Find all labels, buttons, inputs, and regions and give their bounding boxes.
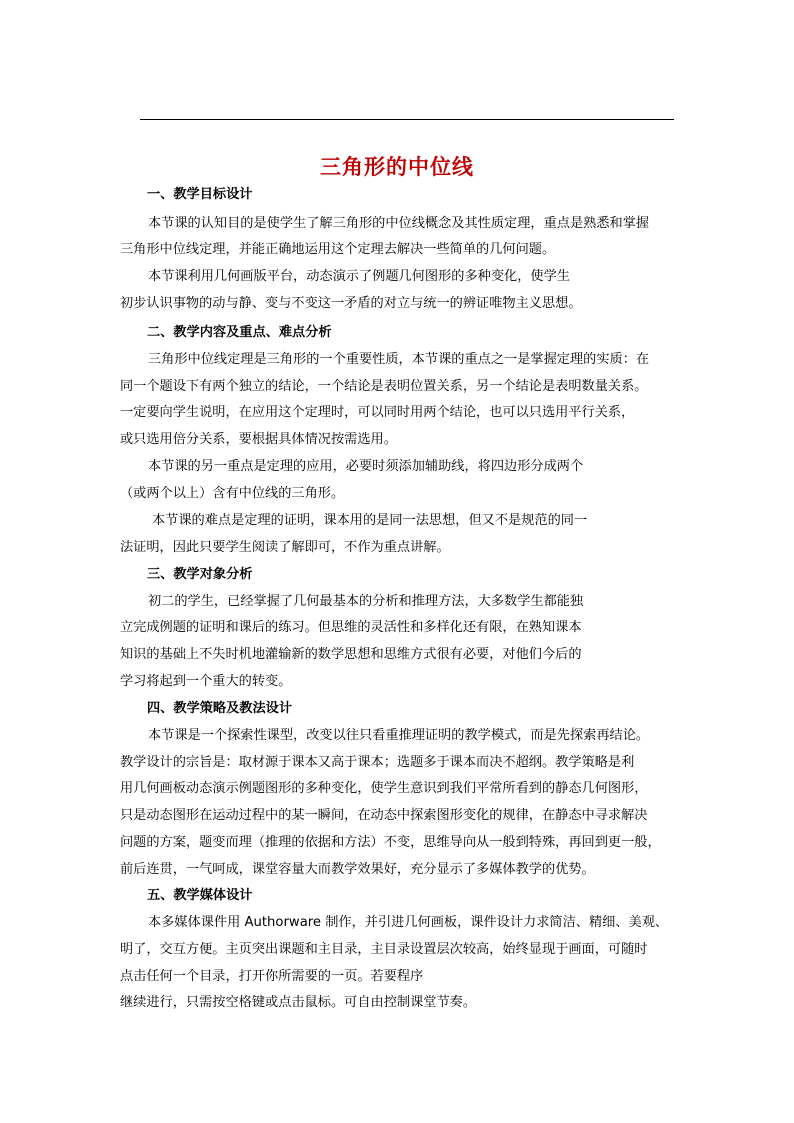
section-heading-1: 一、教学目标设计 <box>147 187 253 202</box>
paragraph-line: 问题的方案，题变而理（推理的依据和方法）不变，思维导向从一般到特殊，再回到更一般， <box>120 835 661 850</box>
paragraph-line: 本节课的另一重点是定理的应用，必要时须添加辅助线，将四边形分成两个 <box>148 459 584 474</box>
paragraph-line: 初步认识事物的动与静、变与不变这一矛盾的对立与统一的辨证唯物主义思想。 <box>120 296 582 311</box>
paragraph-line: 法证明，因此只要学生阅读了解即可，不作为重点讲解。 <box>120 540 450 555</box>
section-heading-4: 四、教学策略及教法设计 <box>147 701 293 716</box>
section-heading-3: 三、教学对象分析 <box>147 567 253 582</box>
paragraph-line: 用几何画板动态演示例题图形的多种变化，使学生意识到我们平常所看到的静态几何图形， <box>120 781 648 796</box>
paragraph-line: 三角形中位线定理，并能正确地运用这个定理去解决一些简单的几何问题。 <box>120 242 556 257</box>
paragraph-line: 三角形中位线定理是三角形的一个重要性质，本节课的重点之一是掌握定理的实质：在 <box>148 352 650 367</box>
paragraph-line: 立完成例题的证明和课后的练习。但思维的灵活性和多样化还有限，在熟知课本 <box>120 620 582 635</box>
paragraph-line: 同一个题设下有两个独立的结论，一个结论是表明位置关系，另一个结论是表明数量关系。 <box>120 379 648 394</box>
paragraph-line: 本节课利用几何画版平台，动态演示了例题几何图形的多种变化，使学生 <box>148 269 570 284</box>
paragraph-line: 本节课的难点是定理的证明，课本用的是同一法思想，但又不是规范的同一 <box>152 513 588 528</box>
header-rule <box>140 119 674 120</box>
paragraph-line: 继续进行，只需按空格键或点击鼠标。可自由控制课堂节奏。 <box>120 995 477 1010</box>
section-heading-2: 二、教学内容及重点、难点分析 <box>147 325 332 340</box>
paragraph-line: 本节课是一个探索性课型，改变以往只看重推理证明的教学模式，而是先探索再结论。 <box>148 728 650 743</box>
paragraph-line: 只是动态图形在运动过程中的某一瞬间，在动态中探索图形变化的规律，在静态中寻求解决 <box>120 808 648 823</box>
paragraph-line: 前后连贯，一气呵成，课堂容量大而教学效果好，充分显示了多媒体教学的优势。 <box>120 862 595 877</box>
paragraph-line: 本节课的认知目的是使学生了解三角形的中位线概念及其性质定理，重点是熟悉和掌握 <box>148 216 650 231</box>
paragraph-line: 初二的学生，已经掌握了几何最基本的分析和推理方法，大多数学生都能独 <box>148 594 584 609</box>
page-title: 三角形的中位线 <box>320 155 474 179</box>
paragraph-line: 知识的基础上不失时机地灌输新的数学思想和思维方式很有必要，对他们今后的 <box>120 647 582 662</box>
paragraph-line: 或只选用倍分关系，要根据具体情况按需选用。 <box>120 432 397 447</box>
section-heading-5: 五、教学媒体设计 <box>147 888 253 903</box>
paragraph-line: 明了，交互方便。主页突出课题和主目录，主目录设置层次较高，始终显现于画面，可随时 <box>120 942 648 957</box>
paragraph-line: （或两个以上）含有中位线的三角形。 <box>120 486 345 501</box>
paragraph-line: 点击任何一个目录，打开你所需要的一页。若要程序 <box>120 969 424 984</box>
paragraph-line: 教学设计的宗旨是：取材源于课本又高于课本；选题多于课本而决不超纲。教学策略是利 <box>120 755 635 770</box>
paragraph-line: 本多媒体课件用 Authorware 制作，并引进几何画板，课件设计力求简洁、精细、美观、 <box>148 915 669 930</box>
paragraph-line: 一定要向学生说明，在应用这个定理时，可以同时用两个结论，也可以只选用平行关系， <box>120 405 635 420</box>
paragraph-line: 学习将起到一个重大的转变。 <box>120 674 292 689</box>
